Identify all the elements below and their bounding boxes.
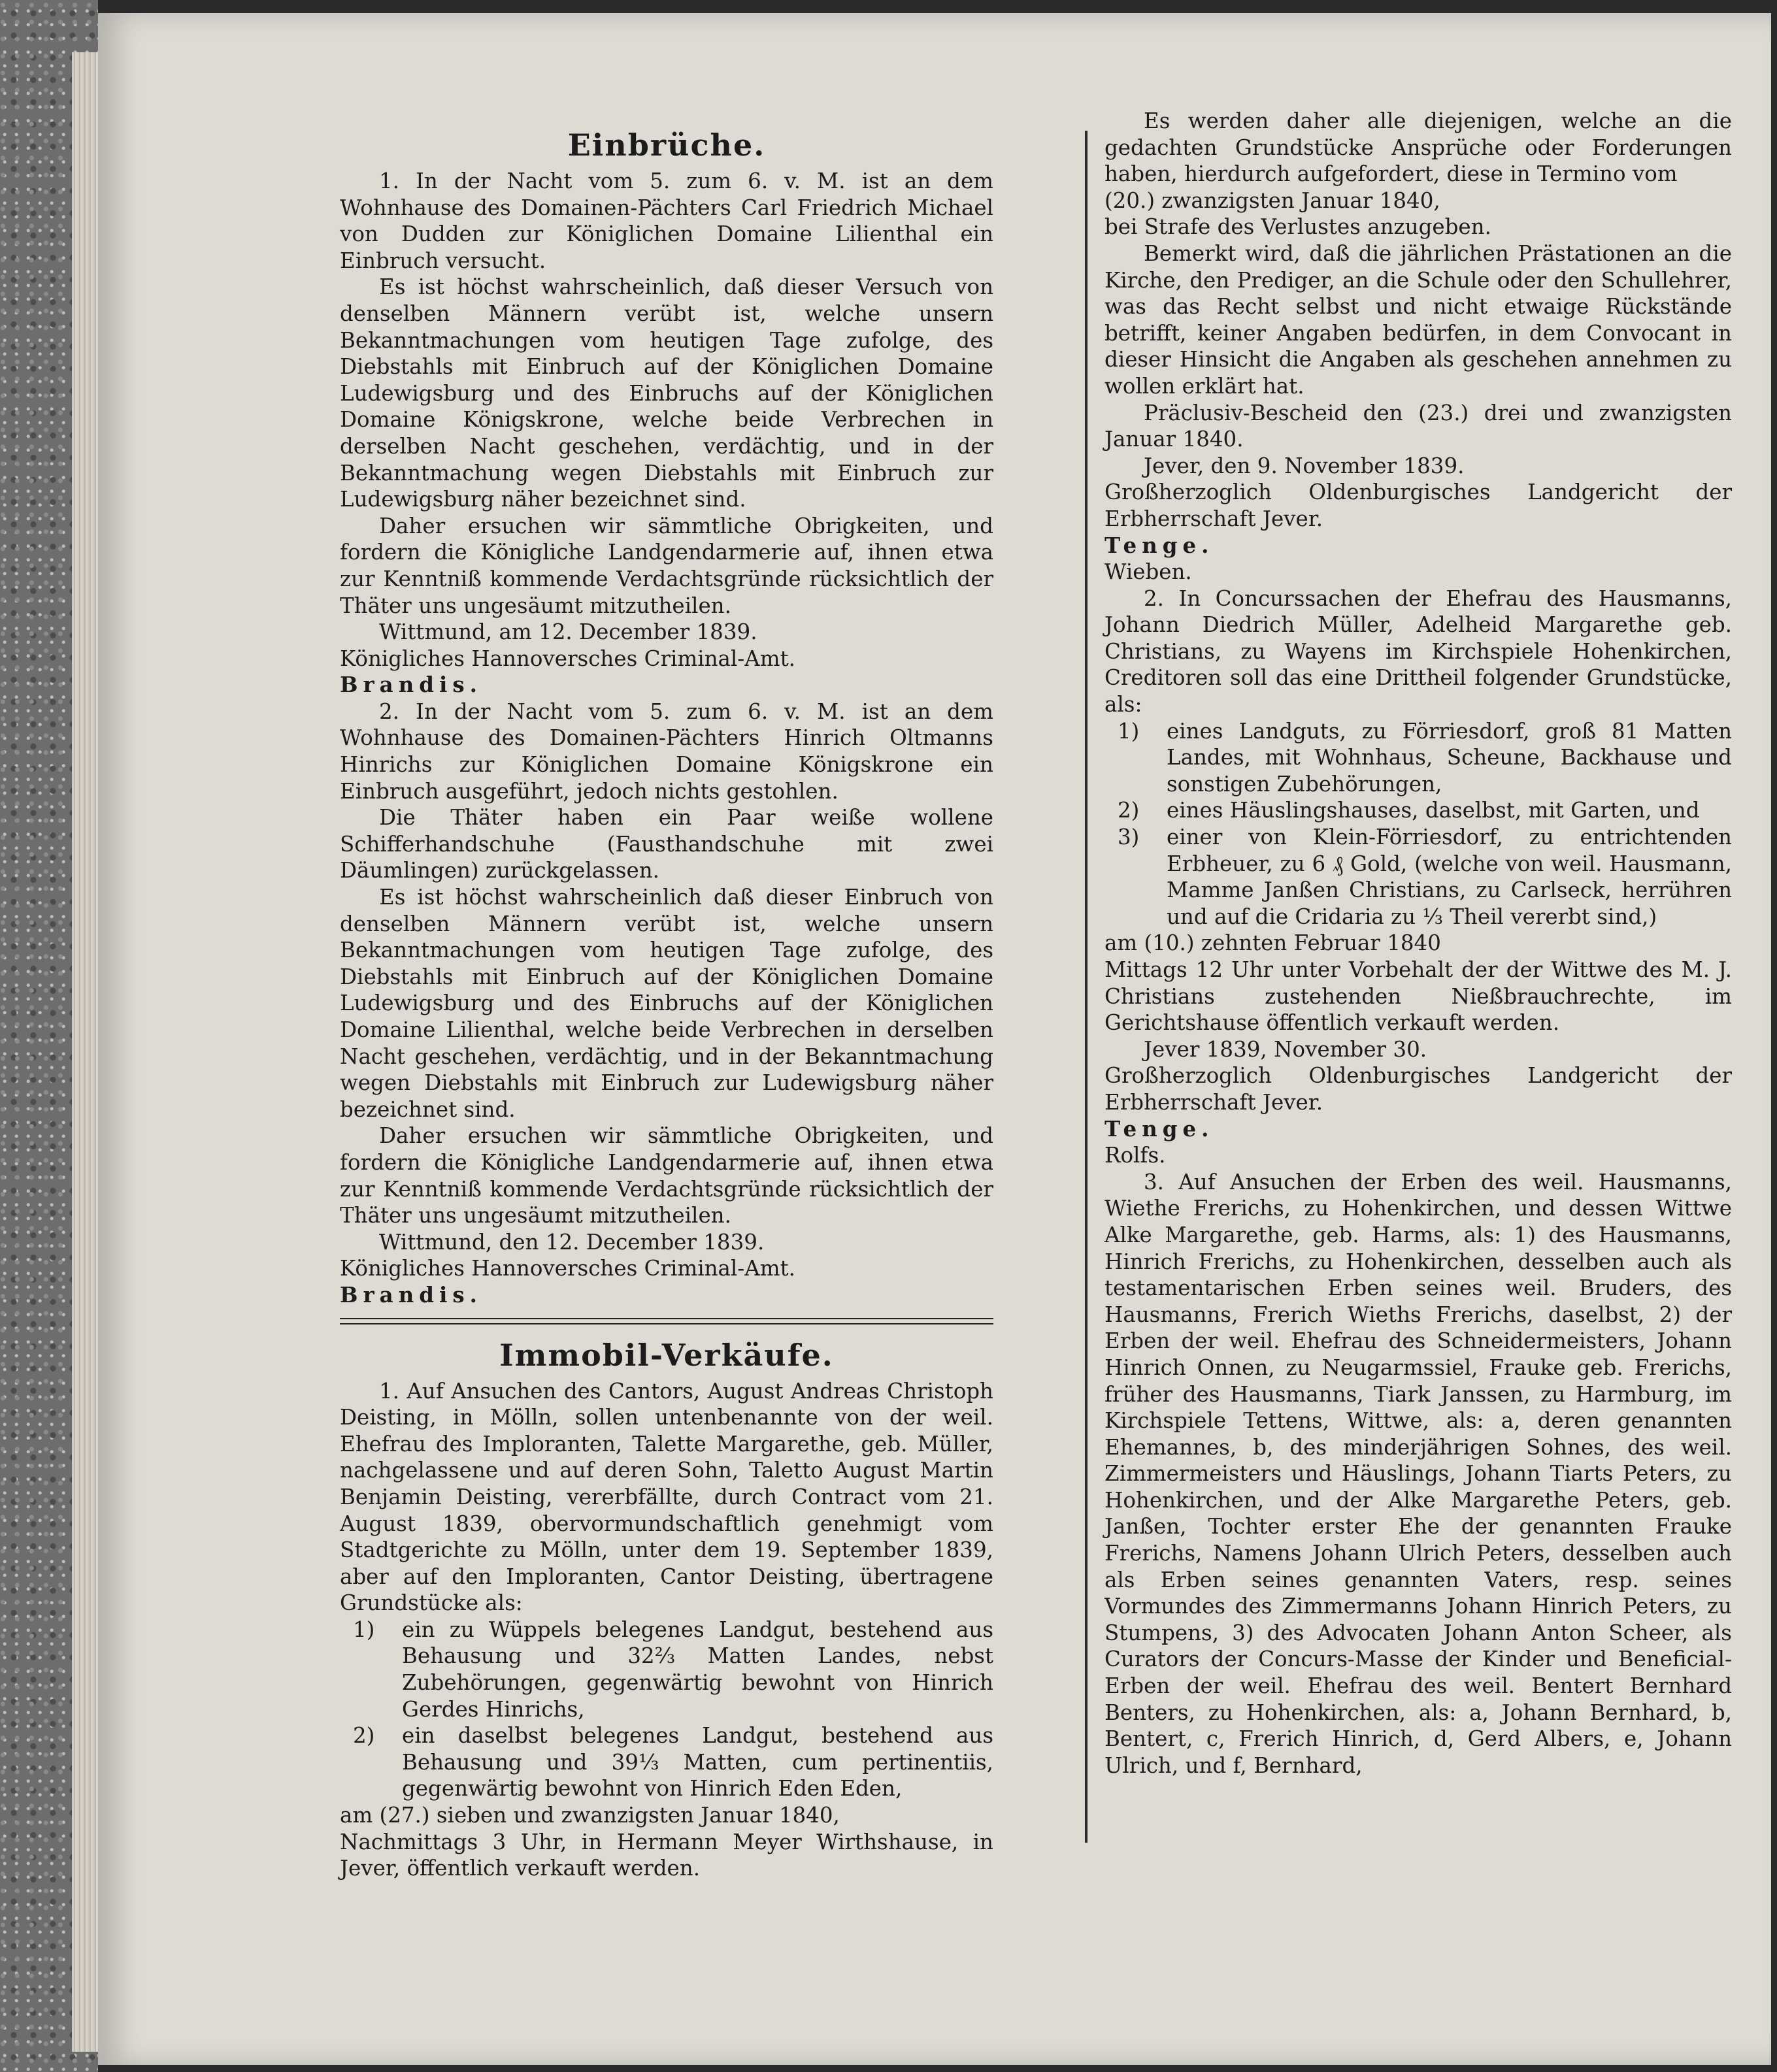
section-heading-immobil: Immobil-Verkäufe. (499, 1337, 834, 1373)
sale-1-closing: Nachmittags 3 Uhr, in Hermann Meyer Wirthshause, in Jever, öffentlich verkauft werden. (340, 1829, 993, 1881)
sale-2-item-1-number: 1) (1118, 718, 1140, 744)
sale-2-date: am (10.) zehnten Februar 1840 (1104, 930, 1441, 956)
notice-2-para-2: Die Thäter haben ein Paar weiße wollene Schifferhandschuhe (Fausthandschuhe mit zwei Däumlingen) zurückgelassen. (340, 805, 993, 883)
sale-1-item-1-number: 1) (353, 1617, 375, 1642)
notice-1-authority: Königliches Hannoversches Criminal-Amt. (340, 646, 795, 671)
column-divider (1085, 131, 1088, 1843)
notice-1-para-3: Daher ersuchen wir sämmtliche Obrigkeiten, und fordern die Königliche Landgendarmerie auf, ihnen etwa zur Kenntniß kommende Verdachtsgründe rücksichtlich der Thäter uns ungesäumt mitzutheilen. (340, 513, 993, 618)
sale-2-item-3 (1104, 824, 1732, 930)
sale-2-item-1-text: eines Landguts, zu Förriesdorf, groß 81 Matten Landes, mit Wohnhaus, Scheune, Backhause und sonstigen Zubehörungen, (1167, 718, 1732, 797)
sale-2-item-2-number: 2) (1118, 798, 1140, 823)
sale-1-item-2 (340, 1722, 993, 1802)
notice-1-text: 1. In der Nacht vom 5. zum 6. v. M. ist an dem Wohnhause des Domainen-Pächters Carl Friedrich Michael von Dudden zur Königlichen Domaine Lilienthal ein Einbruch versucht. (340, 169, 993, 273)
left-column (340, 108, 993, 1882)
sale-1-date: am (27.) sieben und zwanzigsten Januar 1840, (340, 1803, 840, 1828)
notice-2-signature: Brandis. (340, 1281, 482, 1307)
notice-2-text: 2. In der Nacht vom 5. zum 6. v. M. ist an dem Wohnhause des Domainen-Pächters Hinrich Oltmanns Hinrichs zur Königlichen Domaine Königskrone ein Einbruch ausgeführt, jedoch nichts gestohlen. (340, 699, 993, 804)
sale-1-signature-wieben: Wieben. (1104, 559, 1192, 585)
sale-2-text: 2. In Concurssachen der Ehefrau des Hausmanns, Johann Diedrich Müller, Adelheid Margarethe geb. Christians, zu Wayens im Kirchspiele Hohenkirchen, Creditoren soll das eine Drittheil folgender Grundstücke, als: (1104, 585, 1732, 717)
sale-1-continuation: Es werden daher alle diejenigen, welche an die gedachten Grundstücke Ansprüche oder Forderungen haben, hierdurch aufgefordert, diese in Termino vom (1104, 108, 1732, 187)
sale-1-signature-tenge: Tenge. (1104, 532, 1214, 558)
sale-1-authority: Großherzoglich Oldenburgisches Landgericht der Erbherrschaft Jever. (1104, 480, 1732, 531)
sale-2-authority: Großherzoglich Oldenburgisches Landgericht der Erbherrschaft Jever. (1104, 1063, 1732, 1115)
section-rule (340, 1318, 993, 1324)
notice-1-signature: Brandis. (340, 672, 482, 698)
sale-1-preclusion: Präclusiv-Bescheid den (23.) drei und zwanzigsten Januar 1840. (1104, 400, 1732, 452)
sale-2-item-3-text: einer von Klein-Förriesdorf, zu entrichtenden Erbheuer, zu 6 ₰ Gold, (welche von weil. Hausmann, Mamme Janßen Christians, zu Carlseck, herrühren und auf die Cridaria zu ⅓ Theil vererbt sind,) (1167, 825, 1732, 929)
notice-1-para-2: Es ist höchst wahrscheinlich, daß dieser Versuch von denselben Männern verübt ist, welche unsern Bekanntmachungen vom heutigen Tage zufolge, des Diebstahls mit Einbruch auf der Königlichen Domaine Ludewigsburg und des Einbruchs auf der Königlichen Domaine Königskrone, welche beide Verbrechen in derselben Nacht geschehen, verdächtig, und in der Bekanntmachung wegen Diebstahls mit Einbruch zur Ludewigsburg näher bezeichnet sind. (340, 274, 993, 512)
sale-1-item-1-text: ein zu Wüppels belegenes Landgut, bestehend aus Behausung und 32⅔ Matten Landes, nebst Zubehörungen, gegenwärtig bewohnt von Hinrich Gerdes Hinrichs, (402, 1617, 993, 1722)
sale-1-item-2-number: 2) (353, 1723, 375, 1749)
sale-2-signature-rolfs: Rolfs. (1104, 1143, 1166, 1168)
notice-2-authority: Königliches Hannoversches Criminal-Amt. (340, 1256, 795, 1281)
sale-2-item-2-text: eines Häuslingshauses, daselbst, mit Garten, und (1167, 798, 1700, 823)
sale-2-item-3-number: 3) (1118, 825, 1140, 850)
sale-3-text: 3. Auf Ansuchen der Erben des weil. Hausmanns, Wiethe Frerichs, zu Hohenkirchen, und dessen Wittwe Alke Margarethe, geb. Harms, als: 1) des Hausmanns, Hinrich Frerichs, zu Hohenkirchen, desselben auch als testamentarischen Erben seines weil. Bruders, des Hausmanns, Frerich Wieths Frerichs, daselbst, 2) der Erben der weil. Ehefrau des Schneidermeisters, Johann Hinrich Onnen, zu Neugarmssiel, Frauke geb. Frerichs, früher des Hausmanns, Tiark Janssen, zu Harmburg, im Kirchspiele Tettens, Wittwe, als: a, deren genannten Ehemannes, b, des minderjährigen Sohnes, des weil. Zimmermeisters und Häuslings, Johann Tiarts Peters, zu Hohenkirchen, und der Alke Margarethe Peters, geb. Janßen, Tochter erster Ehe der genannten Frauke Frerichs, Namens Johann Ulrich Peters, desselben auch als Erben seines genannten Vaters, resp. seines Vormundes des Zimmermanns Johann Hinrich Peters, zu Stumpens, 3) des Advocaten Johann Anton Scheer, als Curators der Concurs-Masse der Kinder und Beneficial-Erben der weil. Ehefrau des weil. Bentert Bernhard Benters, zu Hohenkirchen, als: a, Johann Bernhard, b, Bentert, c, Frerich Hinrich, d, Gerd Albers, e, Johann Ulrich, und f, Bernhard, (1104, 1169, 1732, 1778)
notice-2-date: Wittmund, den 12. December 1839. (379, 1229, 765, 1255)
sale-2-item-2 (1104, 797, 1732, 824)
sale-1-place-date: Jever, den 9. November 1839. (1144, 453, 1465, 478)
sale-2-place-date: Jever 1839, November 30. (1144, 1036, 1427, 1062)
section-heading-einbrueche: Einbrüche. (567, 127, 766, 163)
sale-1-remark: Bemerkt wird, daß die jährlichen Prästationen an die Kirche, den Prediger, an die Schule oder den Schullehrer, was das Recht selbst und nicht etwaige Rückstände betrifft, keiner Angaben bedürfen, in dem Convocant in dieser Hinsicht die Angaben als geschehen annehmen zu wollen erklärt hat. (1104, 240, 1732, 399)
notice-2-para-3: Es ist höchst wahrscheinlich daß dieser Einbruch von denselben Männern verübt ist, welche unsern Bekanntmachungen vom heutigen Tage zufolge, des Diebstahls mit Einbruch auf der Königlichen Domaine Ludewigsburg und des Einbruchs auf der Königlichen Domaine Lilienthal, welche beide Verbrechen in derselben Nacht geschehen, verdächtig, und in der Bekanntmachung wegen Diebstahls mit Einbruch zur Ludewigsburg näher bezeichnet sind. (340, 885, 993, 1122)
notice-2-para-4: Daher ersuchen wir sämmtliche Obrigkeiten, und fordern die Königliche Landgendarmerie auf, ihnen etwa zur Kenntniß kommende Verdachtsgründe rücksichtlich der Thäter uns ungesäumt mitzutheilen. (340, 1123, 993, 1228)
sale-2-conditions: Mittags 12 Uhr unter Vorbehalt der der Wittwe des M. J. Christians zustehenden Nießbrauchrechte, im Gerichtshause öffentlich verkauft werden. (1104, 957, 1732, 1036)
sale-1-term-date: (20.) zwanzigsten Januar 1840, (1104, 188, 1440, 213)
right-column (1104, 108, 1732, 1779)
sale-2-item-1 (1104, 718, 1732, 798)
notice-1-date: Wittmund, am 12. December 1839. (379, 619, 757, 645)
sale-1-item-1 (340, 1617, 993, 1722)
sale-1-penalty: bei Strafe des Verlustes anzugeben. (1104, 214, 1491, 240)
sale-1-item-2-text: ein daselbst belegenes Landgut, bestehend aus Behausung und 39⅓ Matten, cum pertinentiis, gegenwärtig bewohnt von Hinrich Eden Eden, (402, 1723, 993, 1801)
sale-2-signature-tenge: Tenge. (1104, 1115, 1214, 1142)
sale-1-text: 1. Auf Ansuchen des Cantors, August Andreas Christoph Deisting, in Mölln, sollen untenbenannte von der weil. Ehefrau des Imploranten, Talette Margarethe, geb. Müller, nachgelassene und auf deren Sohn, Taletto August Martin Benjamin Deisting, vererbfällte, durch Contract vom 21. August 1839, obervormundschaftlich genehmigt vom Stadtgerichte zu Mölln, unter dem 19. September 1839, aber auf den Imploranten, Cantor Deisting, übertragene Grundstücke als: (340, 1378, 993, 1616)
